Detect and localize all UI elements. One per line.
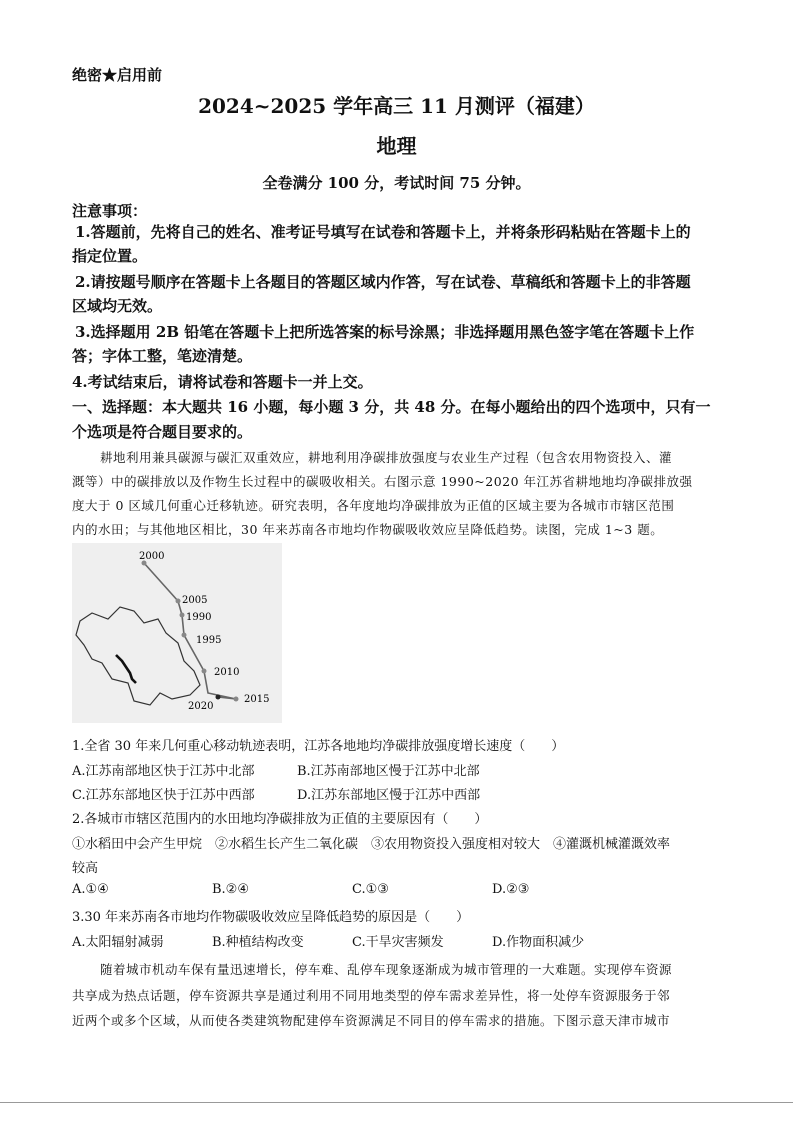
map-svg	[72, 543, 282, 723]
note-2-line-1: 2.请按题号顺序在答题卡上各题目的答题区域内作答，写在试卷、草稿纸和答题卡上的非答题	[75, 273, 691, 291]
note-3-line-2: 答；字体工整，笔迹清楚。	[72, 347, 253, 365]
note-4: 4.考试结束后，请将试卷和答题卡一并上交。	[72, 373, 373, 391]
label-1990: 1990	[186, 612, 212, 623]
note-1-line-2: 指定位置。	[72, 247, 148, 265]
passage-1-line-4: 内的水田；与其他地区相比，30 年来苏南各市地均作物碳吸收效应呈降低趋势。读图，完成 1~3 题。	[72, 522, 664, 537]
provincial-track-cluster	[116, 655, 136, 683]
passage-1-line-3: 度大于 0 区域几何重心迁移轨迹。研究表明，各年度地均净碳排放为正值的区域主要为各城市市辖区范围	[72, 498, 675, 513]
q2-option-c: C.①③	[352, 882, 389, 897]
passage-2-line-3: 近两个或多个区域，从而使各类建筑物配建停车资源满足不同目的停车需求的措施。下图示意天津市城市	[72, 1013, 671, 1028]
q1-option-c: C.江苏东部地区快于江苏中西部	[72, 788, 255, 803]
section-1-line-1: 一、选择题：本大题共 16 小题，每小题 3 分，共 48 分。在每小题给出的四个选项中，只有一	[72, 398, 711, 416]
notes-heading: 注意事项：	[72, 202, 148, 220]
passage-1-line-1: 耕地利用兼具碳源与碳汇双重效应，耕地利用净碳排放强度与农业生产过程（包含农用物资投入、灌	[100, 450, 673, 465]
q2-option-a: A.①④	[72, 882, 109, 897]
q3-option-c: C.干旱灾害频发	[352, 935, 444, 950]
secret-label: 绝密★启用前	[72, 66, 163, 84]
label-1995: 1995	[196, 635, 222, 646]
q3-option-b: B.种植结构改变	[212, 935, 304, 950]
passage-2-line-2: 共享成为热点话题，停车资源共享是通过利用不同用地类型的停车需求差异性，将一处停车资源服务于邻	[72, 988, 671, 1003]
q3-option-d: D.作物面积减少	[492, 935, 585, 950]
label-2005: 2005	[182, 595, 208, 606]
q2-items-line-1: ①水稻田中会产生甲烷 ②水稻生长产生二氧化碳 ③农用物资投入强度相对较大 ④灌溉机械灌溉效率	[72, 837, 671, 852]
point-2010	[202, 669, 207, 674]
point-1995	[182, 633, 187, 638]
label-2020: 2020	[188, 701, 214, 712]
point-1990	[180, 613, 185, 618]
centroid-trajectory-line	[144, 563, 236, 699]
q1-option-a: A.江苏南部地区快于江苏中北部	[72, 764, 255, 779]
point-2020	[216, 695, 221, 700]
note-2-line-2: 区域均无效。	[72, 297, 163, 315]
note-1-line-1: 1.答题前，先将自己的姓名、准考证号填写在试卷和答题卡上，并将条形码粘贴在答题卡上的	[75, 223, 691, 241]
q2-stem: 2.各城市市辖区范围内的水田地均净碳排放为正值的主要原因有（ ）	[72, 812, 488, 827]
point-2005	[176, 599, 181, 604]
label-2010: 2010	[214, 667, 240, 678]
q3-stem: 3.30 年来苏南各市地均作物碳吸收效应呈降低趋势的原因是（ ）	[72, 910, 470, 925]
exam-title: 2024~2025 学年高三 11 月测评（福建）	[198, 94, 595, 118]
section-1-line-2: 个选项是符合题目要求的。	[72, 423, 253, 441]
point-2015	[234, 697, 239, 702]
q3-option-a: A.太阳辐射减弱	[72, 935, 164, 950]
subject-title: 地理	[376, 134, 417, 158]
passage-1-line-2: 溉等）中的碳排放以及作物生长过程中的碳吸收相关。右图示意 1990~2020 年江苏省耕地地均净碳排放强	[72, 474, 693, 489]
label-2015: 2015	[244, 694, 270, 705]
centroid-migration-map	[72, 543, 282, 723]
q2-option-b: B.②④	[212, 882, 249, 897]
jiangsu-outline	[76, 607, 200, 705]
full-score-note: 全卷满分 100 分，考试时间 75 分钟。	[262, 174, 531, 192]
q1-stem: 1.全省 30 年来几何重心移动轨迹表明，江苏各地地均净碳排放强度增长速度（ ）	[72, 739, 565, 754]
passage-2-line-1: 随着城市机动车保有量迅速增长，停车难、乱停车现象逐渐成为城市管理的一大难题。实现停车资源	[100, 962, 673, 977]
q2-option-d: D.②③	[492, 882, 530, 897]
note-3-line-1: 3.选择题用 2B 铅笔在答题卡上把所选答案的标号涂黑；非选择题用黑色签字笔在答题卡上作	[75, 323, 695, 341]
q2-items-line-2: 较高	[72, 861, 99, 876]
q1-option-b: B.江苏南部地区慢于江苏中北部	[297, 764, 480, 779]
q1-option-d: D.江苏东部地区慢于江苏中西部	[297, 788, 481, 803]
page-bottom-rule	[0, 1102, 793, 1103]
label-2000: 2000	[139, 551, 165, 562]
